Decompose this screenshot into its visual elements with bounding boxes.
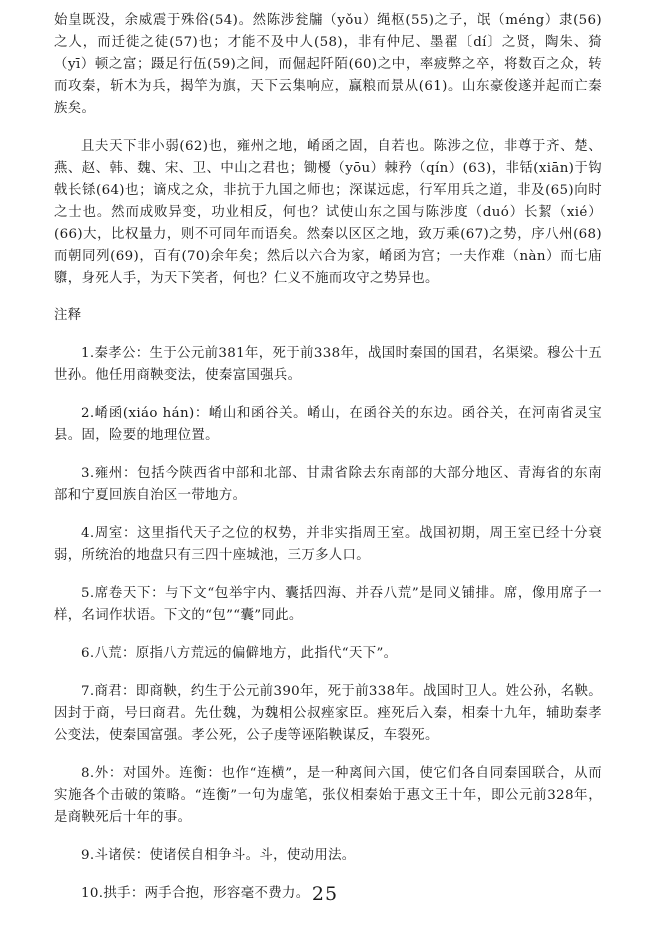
page-number: 25 <box>311 883 339 905</box>
body-paragraph: 始皇既没，余威震于殊俗(54)。然陈涉瓮牖（yǒu）绳枢(55)之子，氓（méng）隶(56)之人，而迁徙之徒(57)也；才能不及中人(58)，非有仲尼、墨翟〔dí〕之贤，陶朱、猗（yī）顿之富；蹑足行伍(59)之间，而倔起阡陌(60)之中，率疲弊之卒，将数百之众，转而攻秦，斩木为兵，揭竿为旗，天下云集响应，赢粮而景从(61)。山东豪俊遂并起而亡秦族矣。 <box>54 13 602 116</box>
note-item: 3.雍州：包括今陕西省中部和北部、甘肃省除去东南部的大部分地区、青海省的东南部和宁夏回族自治区一带地方。 <box>54 466 602 503</box>
note-item: 8.外：对国外。连衡：也作“连横”，是一种离间六国，使它们各自同秦国联合，从而实施各个击破的策略。“连衡”一句为虚笔，张仪相秦始于惠文王十年，即公元前328年，是商鞅死后十年的事。 <box>54 766 602 825</box>
note-item: 9.斗诸侯：使诸侯自相争斗。斗，使动用法。 <box>81 848 356 863</box>
note-item: 2.崤函(xiáo hán)：崤山和函谷关。崤山，在函谷关的东边。函谷关，在河南省灵宝县。固，险要的地理位置。 <box>54 406 602 443</box>
body-paragraph: 且夫天下非小弱(62)也，雍州之地，崤函之固，自若也。陈涉之位，非尊于齐、楚、燕、赵、韩、魏、宋、卫、中山之君也；锄櫌（yōu）棘矜（qín）(63)，非铦(xiān)于钩戟长铩(64)也；谪戍之众，非抗于九国之师也；深谋远虑，行军用兵之道，非及(65)向时之士也。然而成败异变，功业相反，何也？试使山东之国与陈涉度（duó）长絜（xié）(66)大，比权量力，则不可同年而语矣。然秦以区区之地，致万乘(67)之势，序八州(68)而朝同列(69)，百有(70)余年矣；然后以六合为家，崤函为宫；一夫作难（nàn）而七庙隳，身死人手，为天下笑者，何也？仁义不施而攻守之势异也。 <box>54 139 602 286</box>
note-item: 10.拱手：两手合抱，形容毫不费力。 <box>81 886 310 901</box>
note-item: 4.周室：这里指代天子之位的权势，并非实指周王室。战国初期，周王室已经十分衰弱，所统治的地盘只有三四十座城池，三万多人口。 <box>54 526 602 563</box>
page-content <box>54 10 602 921</box>
note-item: 7.商君：即商鞅，约生于公元前390年，死于前338年。战国时卫人。姓公孙，名鞅。因封于商，号曰商君。先仕魏，为魏相公叔痤家臣。痤死后入秦，相秦十九年，辅助秦孝公变法，使秦国富强。孝公死，公子虔等诬陷鞅谋反，车裂死。 <box>54 684 602 743</box>
note-item: 5.席卷天下：与下文“包举宇内、囊括四海、并吞八荒”是同义铺排。席，像用席子一样，名词作状语。下文的“包”“囊”同此。 <box>54 586 602 623</box>
notes-heading: 注释 <box>54 308 82 323</box>
note-item: 1.秦孝公：生于公元前381年，死于前338年，战国时秦国的国君，名渠梁。穆公十五世孙。他任用商鞅变法，使秦富国强兵。 <box>54 346 602 383</box>
note-item: 6.八荒：原指八方荒远的偏僻地方，此指代“天下”。 <box>81 646 398 661</box>
